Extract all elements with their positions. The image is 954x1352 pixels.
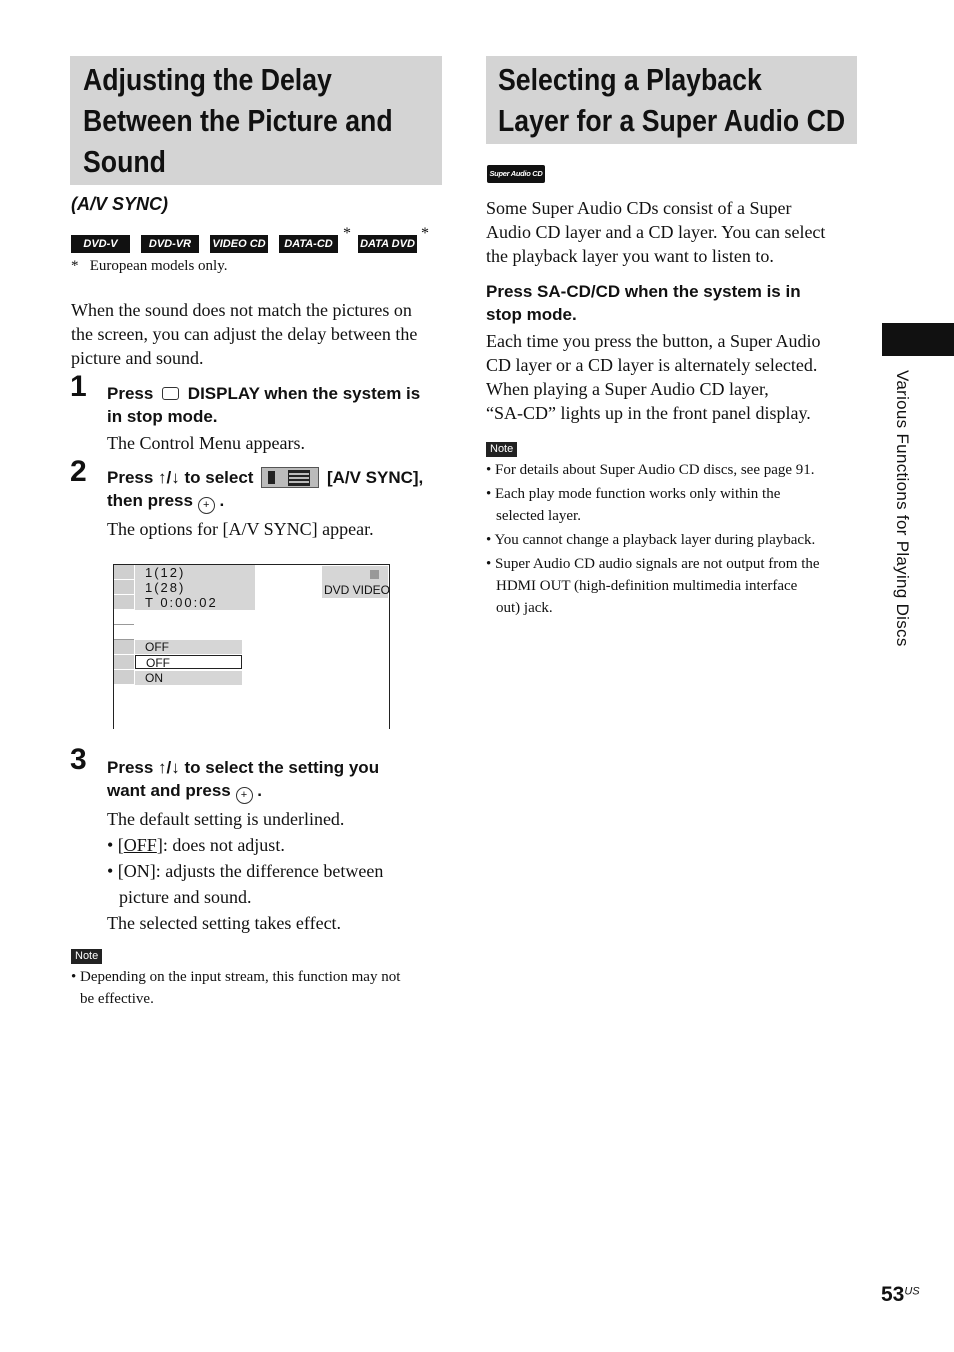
step-2-number: 2 xyxy=(70,455,87,488)
step-3-body: The default setting is underlined. • [OFF]: does not adjust. • [ON]: adjusts the difference between picture and sound. The selected setting takes effect. xyxy=(107,809,384,933)
av-sync-icon xyxy=(261,467,319,488)
step-1-heading: Press DISPLAY when the system is in stop mode. xyxy=(107,384,421,426)
stop-icon xyxy=(370,570,379,579)
badge-dvd-v: DVD-V xyxy=(71,235,130,253)
note-label: Note xyxy=(71,949,102,964)
right-notes: • For details about Super Audio CD discs, see page 91. • Each play mode function works only within the selected layer. • You cannot change a playback layer during playback. • Super Audio CD audio signals are not output from the HDMI OUT (high-definition multimedia interface out) jack. xyxy=(486,462,820,616)
right-heading: Press SA-CD/CD when the system is in stop mode. xyxy=(486,282,801,324)
osd-option: ON xyxy=(135,671,242,685)
osd-option-selected: OFF xyxy=(135,655,242,669)
page-number: $53^{US}$ xyxy=(881,1283,920,1306)
left-note: • Depending on the input stream, this function may not be effective. xyxy=(71,969,401,1007)
subtitle: (A/V SYNC) xyxy=(71,194,169,214)
enter-icon: + xyxy=(236,787,253,804)
osd-option: OFF xyxy=(135,640,242,654)
display-icon xyxy=(162,387,179,400)
left-intro: When the sound does not match the pictures on the screen, you can adjust the delay between the picture and sound. xyxy=(71,300,418,368)
section-label: Various Functions for Playing Discs xyxy=(893,370,912,647)
step-2-body: The options for [A/V SYNC] appear. xyxy=(107,519,374,539)
step-1-number: 1 xyxy=(70,370,87,403)
osd-info: 1(12) 1(28) T 0:00:02 xyxy=(135,565,255,610)
super-audio-cd-logo: Super Audio CD xyxy=(487,165,545,183)
step-3-number: 3 xyxy=(70,743,87,776)
right-intro: Some Super Audio CDs consist of a Super Audio CD layer and a CD layer. You can select the playback layer you want to listen to. xyxy=(486,198,826,266)
step-2-heading: Press ↑/↓ to select [A/V SYNC], then press + . xyxy=(107,466,423,514)
badge-video-cd: VIDEO CD xyxy=(210,235,268,253)
right-title: Selecting a Playback Layer for a Super Audio CD xyxy=(498,62,846,138)
badge-data-cd: DATA-CD xyxy=(279,235,338,253)
left-title-box xyxy=(70,56,442,185)
badge-data-dvd: DATA DVD xyxy=(358,235,417,253)
step-3-heading: Press ↑/↓ to select the setting you want and press + . xyxy=(107,756,379,804)
right-body: Each time you press the button, a Super Audio CD layer or a CD layer is alternately selected. When playing a Super Audio CD layer, “SA-CD” lights up in the front panel display. xyxy=(486,331,821,423)
osd-status-block: DVD VIDEO xyxy=(322,566,388,598)
menu-icon-column xyxy=(114,565,134,685)
note-label: Note xyxy=(486,442,517,457)
step-1-body: The Control Menu appears. xyxy=(107,433,305,453)
badge-star: * xyxy=(421,225,429,242)
enter-icon: + xyxy=(198,497,215,514)
footnote: * European models only. xyxy=(71,258,228,274)
badge-dvd-vr: DVD-VR xyxy=(141,235,199,253)
section-tab xyxy=(882,323,954,356)
badge-star: * xyxy=(343,225,351,242)
control-menu-screen xyxy=(113,564,390,729)
left-title: Adjusting the Delay Between the Picture and Sound xyxy=(83,62,393,179)
right-title-box xyxy=(486,56,857,144)
